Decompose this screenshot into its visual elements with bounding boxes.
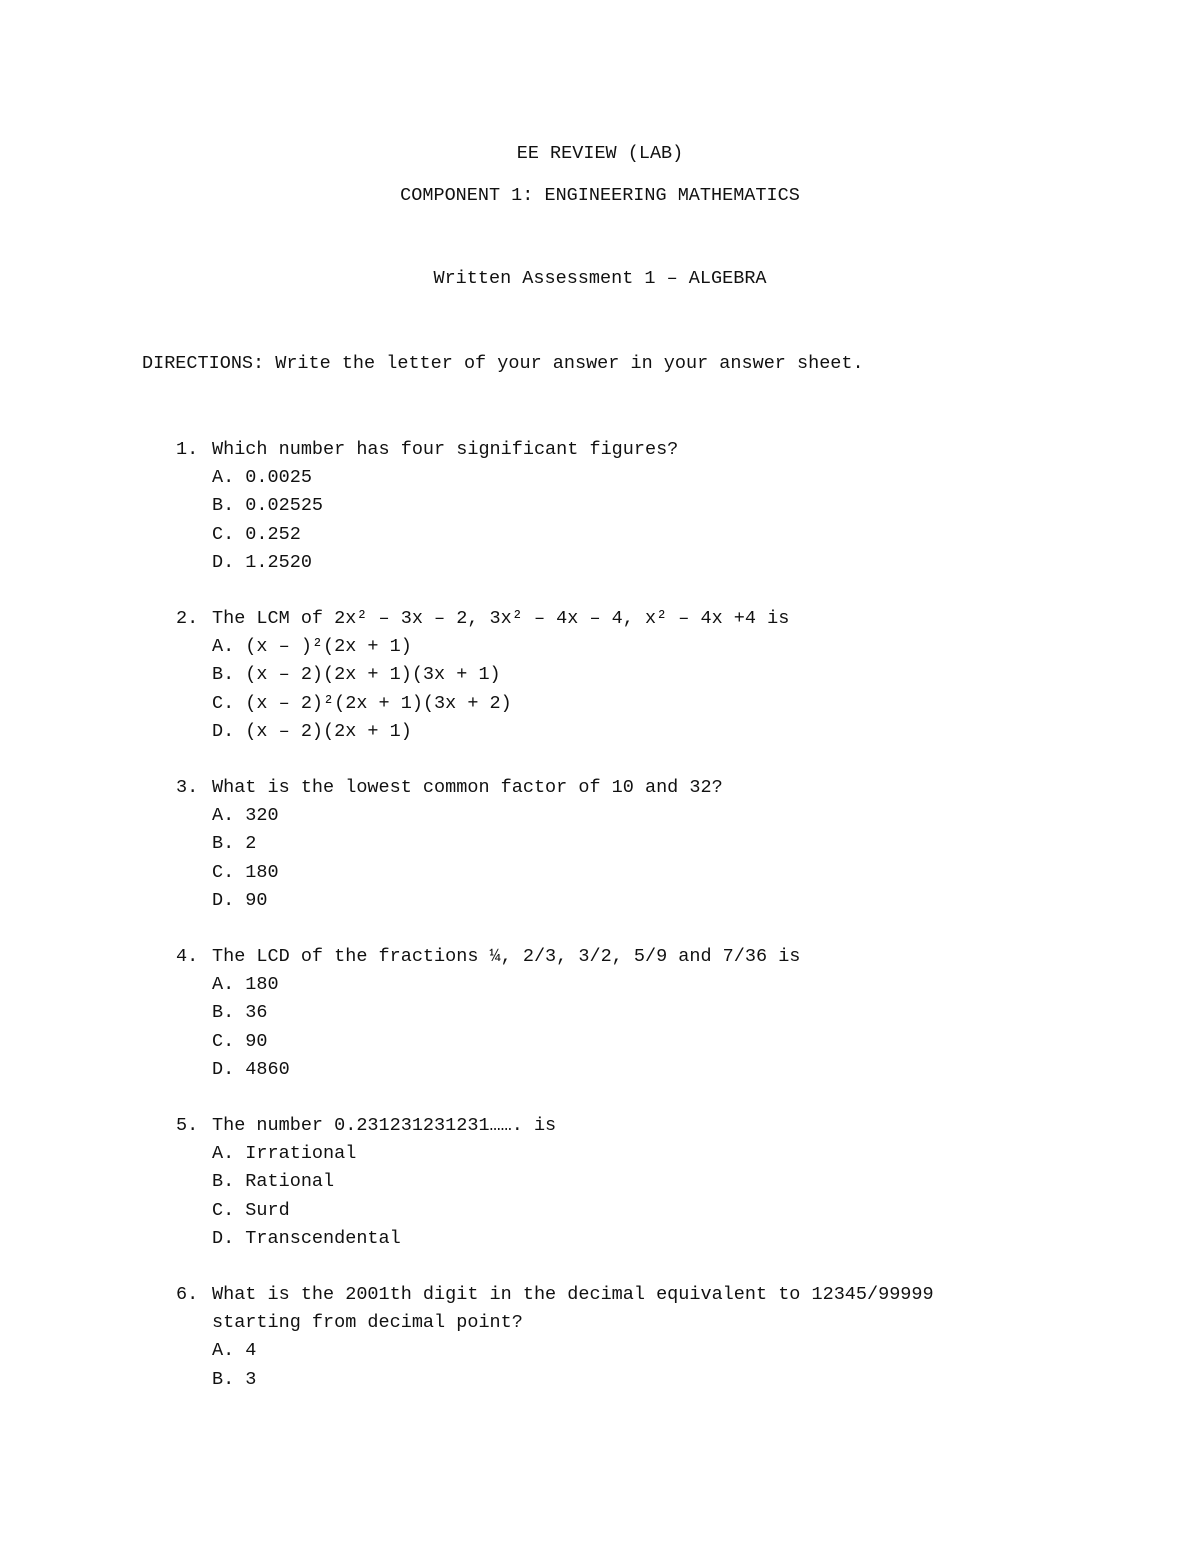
choice-list: [212, 464, 1076, 577]
choice-a: A. (x – )²(2x + 1): [212, 636, 412, 658]
choice-c: C. 180: [212, 861, 279, 883]
choice-a: A. 0.0025: [212, 467, 312, 489]
choice-b: B. 0.02525: [212, 495, 324, 517]
question-2: [176, 605, 1076, 746]
choice-c: C. Surd: [212, 1199, 290, 1221]
question-number: 3.: [176, 777, 199, 799]
choice-d: D. Transcendental: [212, 1227, 401, 1249]
question-4: [176, 943, 1076, 1084]
choice-b: B. Rational: [212, 1171, 335, 1193]
question-6: [176, 1281, 1076, 1394]
question-number: 2.: [176, 608, 199, 630]
question-number: 1.: [176, 439, 199, 460]
choice-b: B. 2: [212, 833, 257, 855]
question-text: What is the 2001th digit in the decimal equivalent to 12345/99999 starting from decimal point?: [212, 1284, 934, 1334]
choice-c: C. 0.252: [212, 523, 301, 545]
choice-a: A. 4: [212, 1340, 257, 1362]
question-text: The number 0.231231231231……. is: [212, 1115, 557, 1137]
choice-d: D. 1.2520: [212, 551, 312, 573]
question-text: Which number has four significant figures?: [212, 439, 679, 460]
choice-d: D. 90: [212, 889, 268, 911]
choice-list: [212, 971, 1076, 1084]
choice-a: A. Irrational: [212, 1143, 357, 1165]
question-text: The LCM of 2x² – 3x – 2, 3x² – 4x – 4, x² – 4x +4 is: [212, 608, 790, 630]
choice-b: B. 36: [212, 1002, 268, 1024]
assessment-heading: Written Assessment 1 – ALGEBRA: [433, 268, 767, 289]
choice-list: [212, 802, 1076, 915]
choice-list: [212, 633, 1076, 746]
choice-c: C. 90: [212, 1030, 268, 1052]
directions-text: DIRECTIONS: Write the letter of your answer in your answer sheet.: [142, 353, 864, 374]
choice-d: D. (x – 2)(2x + 1): [212, 720, 412, 742]
choice-a: A. 180: [212, 974, 279, 996]
question-number: 4.: [176, 946, 199, 968]
choice-d: D. 4860: [212, 1058, 290, 1080]
choice-list: [212, 1337, 1076, 1393]
choice-a: A. 320: [212, 805, 279, 827]
document-title: EE REVIEW (LAB): [516, 143, 684, 164]
choice-list: [212, 1140, 1076, 1253]
question-number: 5.: [176, 1115, 199, 1137]
choice-c: C. (x – 2)²(2x + 1)(3x + 2): [212, 692, 512, 714]
choice-b: B. (x – 2)(2x + 1)(3x + 1): [212, 664, 501, 686]
component-heading: COMPONENT 1: ENGINEERING MATHEMATICS: [400, 185, 800, 206]
question-1: [176, 436, 1076, 577]
question-3: [176, 774, 1076, 915]
question-list: [176, 436, 1076, 1422]
question-number: 6.: [176, 1284, 199, 1306]
question-text: What is the lowest common factor of 10 and 32?: [212, 777, 723, 799]
question-5: [176, 1112, 1076, 1253]
choice-b: B. 3: [212, 1368, 257, 1390]
question-text: The LCD of the fractions ¼, 2/3, 3/2, 5/9 and 7/36 is: [212, 946, 801, 968]
